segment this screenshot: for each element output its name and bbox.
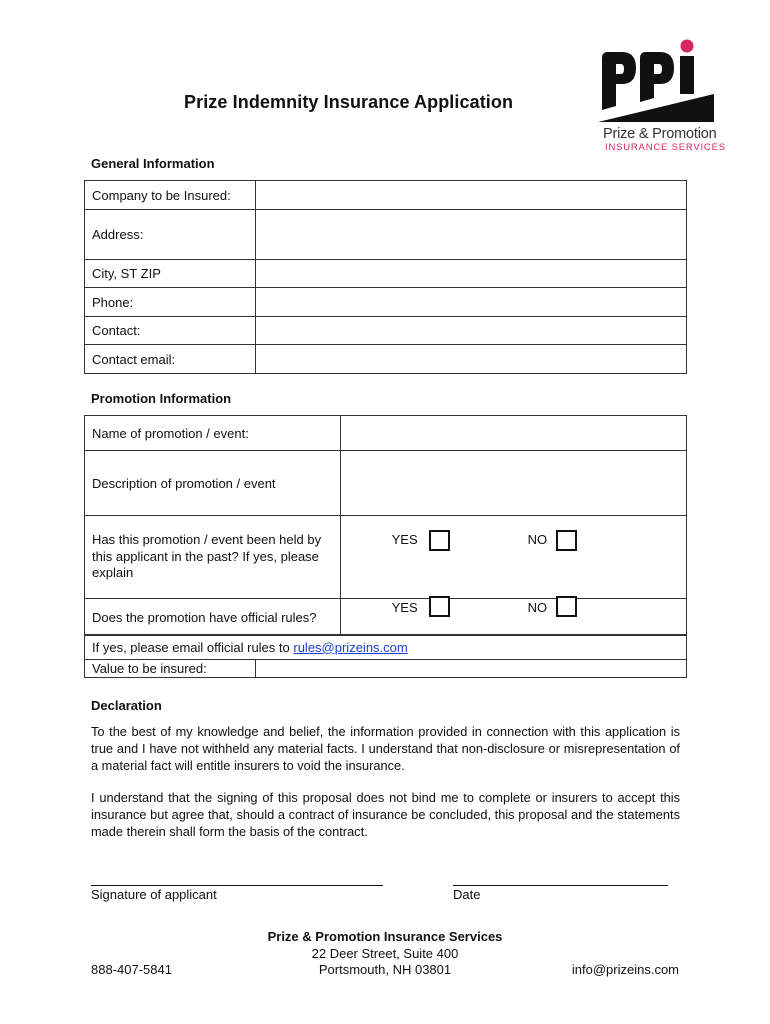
ppi-logo-icon (596, 38, 716, 122)
value-insured-label: Value to be insured: (85, 660, 256, 678)
declaration-paragraph-2: I understand that the signing of this proposal does not bind me to complete or insurers to accept this insurance but agree that, should a contract of insurance be concluded, this proposal and the statements made therein shall form the basis of the contract. (91, 790, 680, 839)
held-before-label: Has this promotion / event been held by this applicant in the past? If yes, please explain (85, 516, 341, 599)
promotion-information-heading: Promotion Information (91, 391, 232, 406)
logo-text-line1: Prize & Promotion (603, 126, 717, 142)
promotion-description-label: Description of promotion / event (85, 451, 341, 516)
promotion-name-label: Name of promotion / event: (85, 416, 341, 451)
official-rules-label: Does the promotion have official rules? (85, 599, 341, 636)
date-line[interactable] (453, 885, 668, 886)
table-row (85, 599, 687, 636)
rules-email-table (84, 634, 687, 678)
company-label: Company to be Insured: (85, 181, 256, 210)
held-before-no-checkbox[interactable] (556, 530, 577, 551)
table-row (85, 288, 687, 317)
signature-line[interactable] (91, 885, 383, 886)
official-rules-options (340, 599, 686, 636)
official-rules-yes-checkbox[interactable] (429, 596, 450, 617)
company-logo (596, 38, 726, 154)
company-field[interactable] (255, 181, 686, 210)
page-title: Prize Indemnity Insurance Application (184, 92, 514, 112)
rules-email-prefix: If yes, please email official rules to (92, 639, 290, 655)
table-row (85, 660, 687, 678)
table-row (85, 635, 687, 660)
official-rules-no-label: NO (527, 600, 548, 615)
held-before-yes-checkbox[interactable] (429, 530, 450, 551)
table-row (85, 345, 687, 374)
rules-email-link[interactable]: rules@prizeins.com (293, 639, 408, 655)
table-row (85, 416, 687, 451)
rules-email-note (85, 635, 687, 660)
address-label: Address: (85, 210, 256, 260)
table-row (85, 317, 687, 345)
city-st-zip-label: City, ST ZIP (85, 260, 256, 288)
contact-email-field[interactable] (255, 345, 686, 374)
contact-label: Contact: (85, 317, 256, 345)
held-before-no-label: NO (527, 532, 548, 547)
footer-company-name: Prize & Promotion Insurance Services (267, 929, 503, 944)
footer-phone: 888-407-5841 (91, 962, 172, 977)
held-before-options (340, 516, 686, 599)
date-label: Date (453, 887, 481, 902)
contact-field[interactable] (255, 317, 686, 345)
footer-address-line1: 22 Deer Street, Suite 400 (311, 946, 459, 961)
general-information-table (84, 180, 687, 374)
table-row (85, 516, 687, 599)
logo-text-line2: INSURANCE SERVICES (605, 142, 726, 153)
promotion-description-field[interactable] (340, 451, 686, 516)
table-row (85, 451, 687, 516)
contact-email-label: Contact email: (85, 345, 256, 374)
footer-email: info@prizeins.com (571, 962, 679, 977)
official-rules-no-checkbox[interactable] (556, 596, 577, 617)
declaration-heading: Declaration (91, 698, 162, 713)
phone-field[interactable] (255, 288, 686, 317)
value-insured-field[interactable] (255, 660, 686, 678)
city-st-zip-field[interactable] (255, 260, 686, 288)
footer-address-line2: Portsmouth, NH 03801 (318, 962, 452, 977)
promotion-name-field[interactable] (340, 416, 686, 451)
table-row (85, 210, 687, 260)
promotion-information-table (84, 415, 687, 636)
phone-label: Phone: (85, 288, 256, 317)
signature-label: Signature of applicant (91, 887, 217, 902)
table-row (85, 181, 687, 210)
official-rules-yes-label: YES (391, 600, 418, 615)
declaration-paragraph-1: To the best of my knowledge and belief, the information provided in connection with this application is true and I have not withheld any material facts. I understand that non-disclosure or misrepresentation of a material fact will entitle insurers to void the insurance. (91, 724, 680, 773)
general-information-heading: General Information (91, 156, 215, 171)
held-before-yes-label: YES (391, 532, 418, 547)
address-field[interactable] (255, 210, 686, 260)
table-row (85, 260, 687, 288)
